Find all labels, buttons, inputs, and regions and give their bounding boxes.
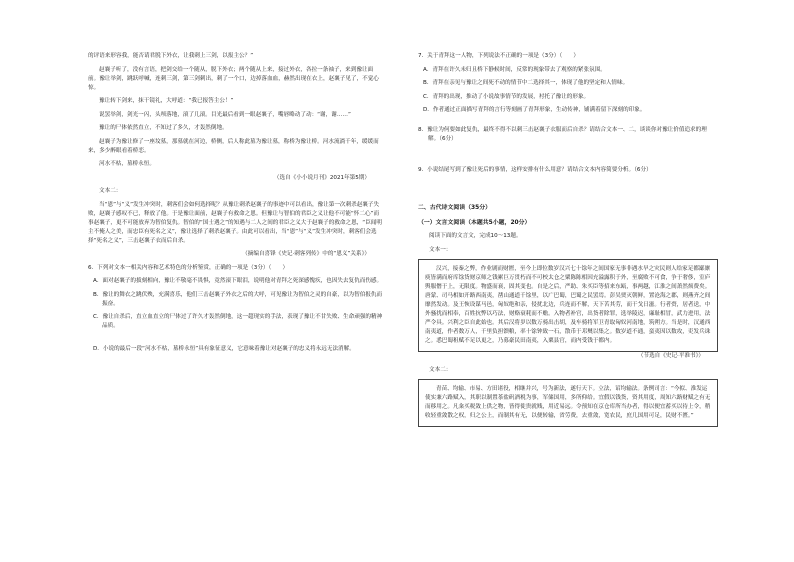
story-paragraph: 说罢举剑，剑光一闪，头颅落地，滚了几滚。目光最后看到一眼赵襄子，嘴唇略动了动：“谢，谢……” [99,111,351,118]
text-label: 文本二： [429,366,452,373]
option-c: C．豫让自杀后，直立血直立的尸体过了许久才轰然倒地，这一超现实的手法，表现了豫让不甘失败、生命顽强的精神品质。 [93,314,383,329]
section-heading: 二、古代诗文阅读（35分） [418,204,491,211]
source-citation: （选自《小小说月刊》2021年第5期） [273,174,370,181]
story-paragraph: 豫让转下剑来，抹干镜礼，大呼道：“我已报答主公！” [99,98,234,104]
left-column [88,52,384,358]
story-paragraph: 赵襄子为豫让修了一座坟墓，那墓就在河边，桥侧，后人称此墓为豫让墓，称桥为豫让桥。河水流淌千年，缓缓而来，多少醉眼看着桥恋。 [88,138,379,154]
classical-text: 汉兴，接秦之弊，作业剧而财匮，至今上即位数岁汉兴七十馀年之间国家无事非遇水旱之灾民则人给家足都鄙廪庾皆满而府库馀货财京师之钱累巨万贯朽而不可校太仓之粟陈陈相因充溢露积于外，至腐败不可食，争于奢侈，室庐舆服僭于上，无限度。物盛而衰，固其变也。自是之后，严助、朱买臣等招来东瓯，事两越，江淮之间萧然烦费矣。唐蒙、司马相如开路西南夷，凿山通道千馀里，以广巴蜀，巴蜀之民罢焉。彭吴贾灭朝鲜，置沧海之郡，则燕齐之间靡然发动。及王恢设谋马邑，匈奴绝和亲，侵扰北边，兵连而不解，天下苦其劳，而干戈日滋。行者赍，居者送，中外骚扰而相奉，百姓抗弊以巧法，财赂衰耗而不赡。入物者补官，出货者除罪，选举陵迟，廉耻相冒，武力进用，法严令具。兴利之臣自此始也。其后汉将岁以数万骑出击胡，及车骑将军卫青取匈奴河南地，筑朔方。当是时，汉通西南夷道，作者数万人，千里负担馈粮，率十馀钟致一石，散币于邛僰以集之。数岁道不通，蛮夷因以数攻，吏发兵诛之。悉巴蜀租赋不足以更之，乃募豪民田南夷，入粟县官，而内受钱于都内。 [425,266,711,344]
story-paragraph: 赵襄子听了，没有言语，把剑交给一个随从，脱下外衣；两个随从上来，接过外衣，各拉一条袖子，来到豫让面前。豫让举剑，跳跃呼喊，连刺三剑，第三剑刺出，刺了一个口，边掉落血血，赫然出现在衣上，赵襄子见了，不觉心惊。 [88,66,379,91]
source-citation: （摘编自喜锋《史记·刺客列传》中的“恩义”关系》） [242,251,370,257]
classical-text-box [418,379,718,427]
story-paragraph: 的评语来形容我，能否请君脱下外衣，让我刺上三剑，以报主公？” [88,53,254,59]
story-paragraph: 豫让的尸体依然直立，不知过了多久，才轰然倒地。 [99,125,228,131]
classical-text-box [418,259,718,352]
option-d: D．作者通过正面描写青拜的言行等刻画了青拜形象，生动传神，铺满着留下深刻的印象。 [423,107,646,113]
text-label: 文本一： [429,246,452,253]
option-b: B．豫让的舞衣之跳伏殃，充满喜乐，他们三击赵襄子外衣之后的大呼，可见豫让为智伯之灵的自豪，以为智伯报仇而振奋。 [93,291,383,307]
option-a: A．青拜在许久未归且桥下静候时间，反常的现象带去了观察的紧张氛围。 [423,66,606,73]
question-8: 8．豫让为何要如此复仇，最终不得不以刺三击赵襄子衣服而后自杀？请结合文本一、二，谈谈你对豫让价值追求的理解。（6分） [418,126,707,142]
source-citation: （节选自《史记·平准书》） [637,353,704,359]
subsection-heading: （一）文言文阅读（本题共5小题，20分） [418,219,531,226]
story-paragraph: 河水不枯，墓桥永恒。 [99,161,155,167]
question-7: 7．关于青拜这一人物，下列说法不正确的一项是（3分）（ ） [418,53,579,59]
text-label: 文本二： [99,188,122,194]
classical-text: 青苗、均输、市易、方田诸役，相继并兴，号为新法，遂行天下。立法，诏均输法。条例司言：“今拟、淮发运使实兼六路赋入，其职以制置茶盐矾酒税为事，军储国用，多所仰给。宜假以钱货，资其用度，周知六路财赋之有无而移用之。凡籴买税敛上供之物，皆得徙贵就贱，用近易远。令预知在京仓库所当办者，得以便宜蓄买以待上令，稍收轻重敛散之权，归之公上，而制其有无，以便转输，省劳费，去重敛，宽农民，庶几国用可足，民财不匮。” [425,386,711,419]
option-c: C．青拜的出现，推动了小说故事情节的发展，衬托了豫让的形象。 [423,93,590,100]
question-6: 6．下列对文本一相关内容和艺术特色的分析鉴赏，正确的一项是（3分）（ ） [88,264,289,271]
question-9: 9．小说结尾写到了豫让死后的事情，这样安排有什么用意？请结合文本内容简要分析。（6分） [418,167,652,173]
option-b: B．青拜在亲见与豫让之间死不动的情节中二选择其一，体现了他的坚定和人情味。 [423,80,629,86]
right-column [418,52,718,427]
option-d: D．小说的最后一段“河水不枯，墓桥永恒”具有象征意义，它意味着豫让对赵襄子的忠义将永远无法消解。 [93,345,355,352]
option-a: A．面对赵襄子的拔刻相向，豫让不敬毫不畏惧，竟然滚下眼泪，说明他对青拜之死深感愧疚，也因失去复仇而伤感。 [93,278,383,284]
analysis-paragraph: 当“恩”与“义”发生冲突时，刺客们会如何选择呢？从豫让刺杀赵襄子的事迹中可以看出，豫让第一次刺杀赵襄子失败，赵襄子感叹不已，释放了他。于是豫让面前，赵襄子有救命之恩。但豫让与智伯的君臣之义让他不可能“怀二心”而事赵襄子，更不可能放弃为智伯复仇。智伯的“国士遇之”的知遇与二人之间的君臣之义大于赵襄子的救命之恩，“臣闻明主不掩人之美，而忠臣有死名之义”，豫让选择了刺杀赵襄子。由此可以看出，当“恩”与“义”发生冲突时，刺客们会选择“死名之义”，三击赵襄子衣而后自杀。 [88,201,382,244]
instruction: 阅读下面的文言文，完成10～13题。 [429,233,522,239]
